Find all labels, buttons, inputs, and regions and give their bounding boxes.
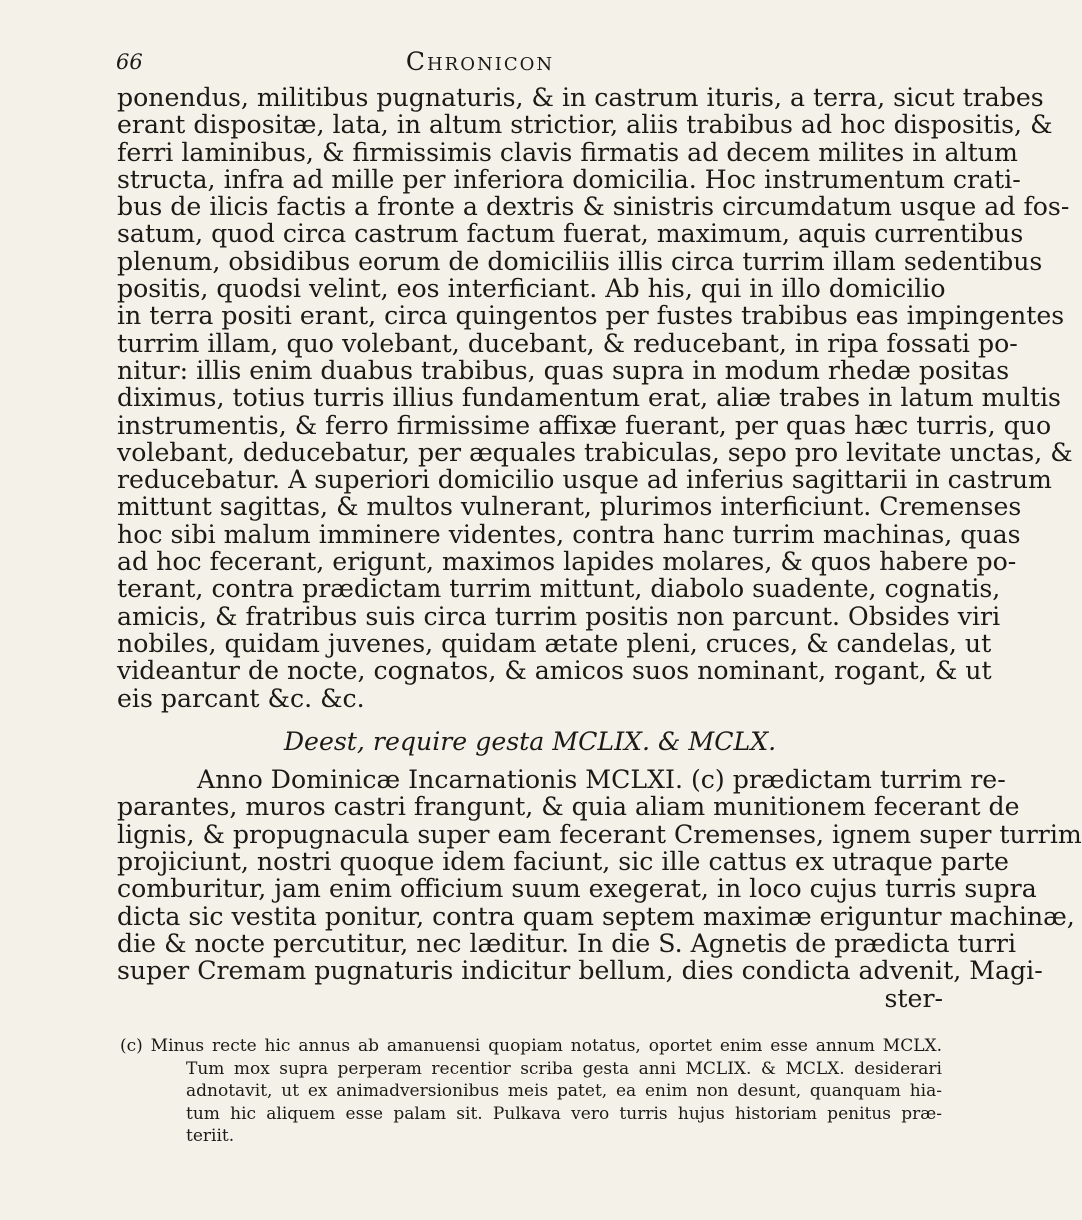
page-number: 66 <box>116 50 143 74</box>
catchword: ster- <box>884 983 943 1013</box>
text-line: lignis, & propugnacula super eam fecerant Cremenses, ignem super turrim <box>117 819 1082 849</box>
text-line: projiciunt, nostri quoque idem faciunt, sic ille cattus ex utraque parte <box>117 847 1009 877</box>
text-line: plenum, obsidibus eorum de domiciliis illis circa turrim illam sedentibus <box>117 246 1043 276</box>
text-line: eis parcant &c. &c. <box>117 683 365 713</box>
text-line: dicta sic vestita ponitur, contra quam septem maximæ eriguntur machinæ, <box>117 901 1075 931</box>
text-line: mittunt sagittas, & multos vulnerant, plurimos interficiunt. Cremenses <box>117 492 1022 522</box>
text-line: nobiles, quidam juvenes, quidam ætate pleni, cruces, & candelas, ut <box>117 628 992 658</box>
text-line: instrumentis, & ferro firmissime affixæ fuerant, per quas hæc turris, quo <box>117 410 1052 440</box>
text-line: die & nocte percutitur, nec læditur. In die S. Agnetis de prædicta turri <box>117 928 1016 958</box>
text-line: videantur de nocte, cognatos, & amicos suos nominant, rogant, & ut <box>117 656 992 686</box>
text-line: terant, contra prædictam turrim mittunt, diabolo suadente, cognatis, <box>117 574 1001 604</box>
text-line: ad hoc fecerant, erigunt, maximos lapides molares, & quos habere po- <box>117 547 1017 577</box>
text-line: bus de ilicis factis a fronte a dextris & sinistris circumdatum usque ad fos- <box>117 192 1070 222</box>
footnote-line: (c) Minus recte hic annus ab amanuensi quopiam notatus, oportet enim esse annum MCLX. <box>120 1036 942 1056</box>
text-line: comburitur, jam enim officium suum exegerat, in loco cujus turris supra <box>117 874 1037 904</box>
footnote-line: adnotavit, ut ex animadversionibus meis patet, ea enim non desunt, quanquam hia- <box>186 1081 942 1101</box>
text-line: nitur: illis enim duabus trabibus, quas supra in modum rhedæ positas <box>117 355 1010 385</box>
text-line: ferri laminibus, & firmissimis clavis firmatis ad decem milites in altum <box>117 137 1018 167</box>
footnote-line: Tum mox supra perperam recentior scriba gesta anni MCLIX. & MCLX. desiderari <box>186 1058 942 1079</box>
text-line: parantes, muros castri frangunt, & quia aliam munitionem fecerant de <box>117 792 1020 822</box>
main-text <box>117 83 1082 1013</box>
text-line: reducebatur. A superiori domicilio usque ad inferius sagittarii in castrum <box>117 465 1052 495</box>
text-line: super Cremam pugnaturis indicitur bellum, dies condicta advenit, Magi- <box>117 956 1043 986</box>
text-line: hoc sibi malum imminere videntes, contra hanc turrim machinas, quas <box>117 519 1021 549</box>
paragraph <box>117 765 1082 1013</box>
footnotes <box>120 1035 942 1148</box>
text-line: diximus, totius turris illius fundamentum erat, aliæ trabes in latum multis <box>117 383 1061 413</box>
text-line: amicis, & fratribus suis circa turrim positis non parcunt. Obsides viri <box>117 601 1001 631</box>
text-line: turrim illam, quo volebant, ducebant, & reducebant, in ripa fossati po- <box>117 328 1018 358</box>
page-header <box>0 44 960 80</box>
text-line: in terra positi erant, circa quingentos per fustes trabibus eas impingentes <box>117 301 1065 331</box>
text-line: positis, quodsi velint, eos interficiant. Ab his, qui in illo domicilio <box>117 274 946 304</box>
footnote-line: teriit. <box>186 1126 235 1146</box>
text-line: volebant, deducebatur, per æquales trabiculas, sepo pro levitate unctas, & <box>117 437 1073 467</box>
footnote-line: tum hic aliquem esse palam sit. Pulkava vero turris hujus historiam penitus præ- <box>186 1103 942 1124</box>
paragraph <box>117 83 1073 713</box>
text-line: erant dispositæ, lata, in altum strictior, aliis trabibus ad hoc dispositis, & <box>117 110 1053 140</box>
text-line: Anno Dominicæ Incarnationis MCLXI. (c) prædictam turrim re- <box>197 765 1006 795</box>
section-heading: Deest, require gesta MCLIX. & MCLX. <box>283 726 777 756</box>
text-line: structa, infra ad mille per inferiora domicilia. Hoc instrumentum crati- <box>117 164 1021 194</box>
running-title: Chronicon <box>405 47 555 76</box>
text-line: satum, quod circa castrum factum fuerat, maximum, aquis currentibus <box>117 219 1024 249</box>
text-line: ponendus, militibus pugnaturis, & in castrum ituris, a terra, sicut trabes <box>117 83 1044 112</box>
